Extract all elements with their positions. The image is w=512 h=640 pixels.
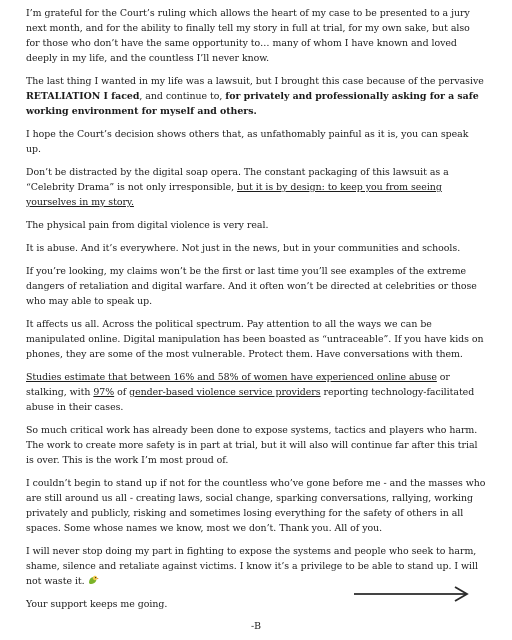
text-segment: or stalking, with <box>26 372 450 398</box>
paragraph <box>26 423 486 468</box>
paragraph <box>26 218 486 233</box>
paragraph <box>26 317 486 362</box>
paragraph <box>26 264 486 309</box>
text-segment: It is abuse. And it’s everywhere. Not just in the news, but in your communities and schools. <box>26 243 461 254</box>
underlined-text: Studies estimate that between 16% and 58% of women have experienced online abuse <box>26 372 437 383</box>
text-segment: I’m grateful for the Court’s ruling which allows the heart of my case to be presented to a jury next month, and for the ability to finally tell my story in full at trial, for my own sake, but also for those who don’t have the same opportunity to… many of whom I have known and loved deeply in my life, and the countless I’ll never know. <box>26 8 470 64</box>
paragraph <box>26 6 486 66</box>
bold-text: for privately and professionally asking for a safe working environment for myself and others. <box>26 91 479 117</box>
paragraph <box>26 241 486 256</box>
text-segment: Don’t be distracted by the digital soap opera. The constant packaging of this lawsuit as a “Celebrity Drama” is not only irresponsible, <box>26 167 449 193</box>
paragraph <box>26 476 486 536</box>
text-segment: I will never stop doing my part in fighting to expose the systems and people who seek to harm, shame, silence and retaliate against victims. I know it’s a privilege to be able to stand up. I will not waste it. <box>26 546 478 587</box>
paragraph <box>26 165 486 210</box>
underlined-text: 97% <box>93 387 115 398</box>
text-segment: Your support keeps me going. <box>26 599 168 610</box>
text-segment: So much critical work has already been done to expose systems, tactics and players who harm. The work to create more safety is in part at trial, but it will also will continue far after this trial is over. This is the work I’m most proud of. <box>26 425 478 466</box>
bold-text: RETALIATION I faced <box>26 91 140 102</box>
paragraph <box>26 127 486 157</box>
statement-body <box>26 6 486 612</box>
signature: -B <box>250 621 262 632</box>
text-segment: reporting technology-facilitated abuse in their cases. <box>26 387 475 413</box>
text-segment: I hope the Court’s decision shows others that, as unfathomably painful as it is, you can speak up. <box>26 129 469 155</box>
text-segment: It affects us all. Across the political spectrum. Pay attention to all the ways we can be manipulated online. Digital manipulation has been boasted as “untraceable”. If you have kids on phones, they are some of the most vulnerable. Protect them. Have conversations with them. <box>26 319 484 360</box>
underlined-text: gender-based violence service providers <box>129 387 321 398</box>
underlined-text: but it is by design: to keep you from seeing yourselves in my story. <box>26 182 442 208</box>
text-segment: The physical pain from digital violence is very real. <box>26 220 269 231</box>
text-segment: , and continue to, <box>139 91 226 102</box>
text-segment: I couldn’t begin to stand up if not for the countless who’ve gone before me - and the masses who are still around us all - creating laws, social change, sparking conversations, rallying, working privately and publicly, risking and sometimes losing everything for the safety of others in all spaces. Some whose names we know, most we don’t. Thank you. All of you. <box>26 478 486 534</box>
text-segment: The last thing I wanted in my life was a lawsuit, but I brought this case because of the pervasive <box>26 76 484 87</box>
right-arrow-icon <box>352 586 472 602</box>
text-segment: If you’re looking, my claims won’t be the first or last time you’ll see examples of the extreme dangers of retaliation and digital warfare. And it often won’t be directed at celebrities or those who may able to speak up. <box>26 266 477 307</box>
text-segment: of <box>114 387 130 398</box>
paragraph <box>26 370 486 415</box>
bird-icon <box>87 574 99 586</box>
paragraph <box>26 544 486 589</box>
paragraph <box>26 74 486 119</box>
